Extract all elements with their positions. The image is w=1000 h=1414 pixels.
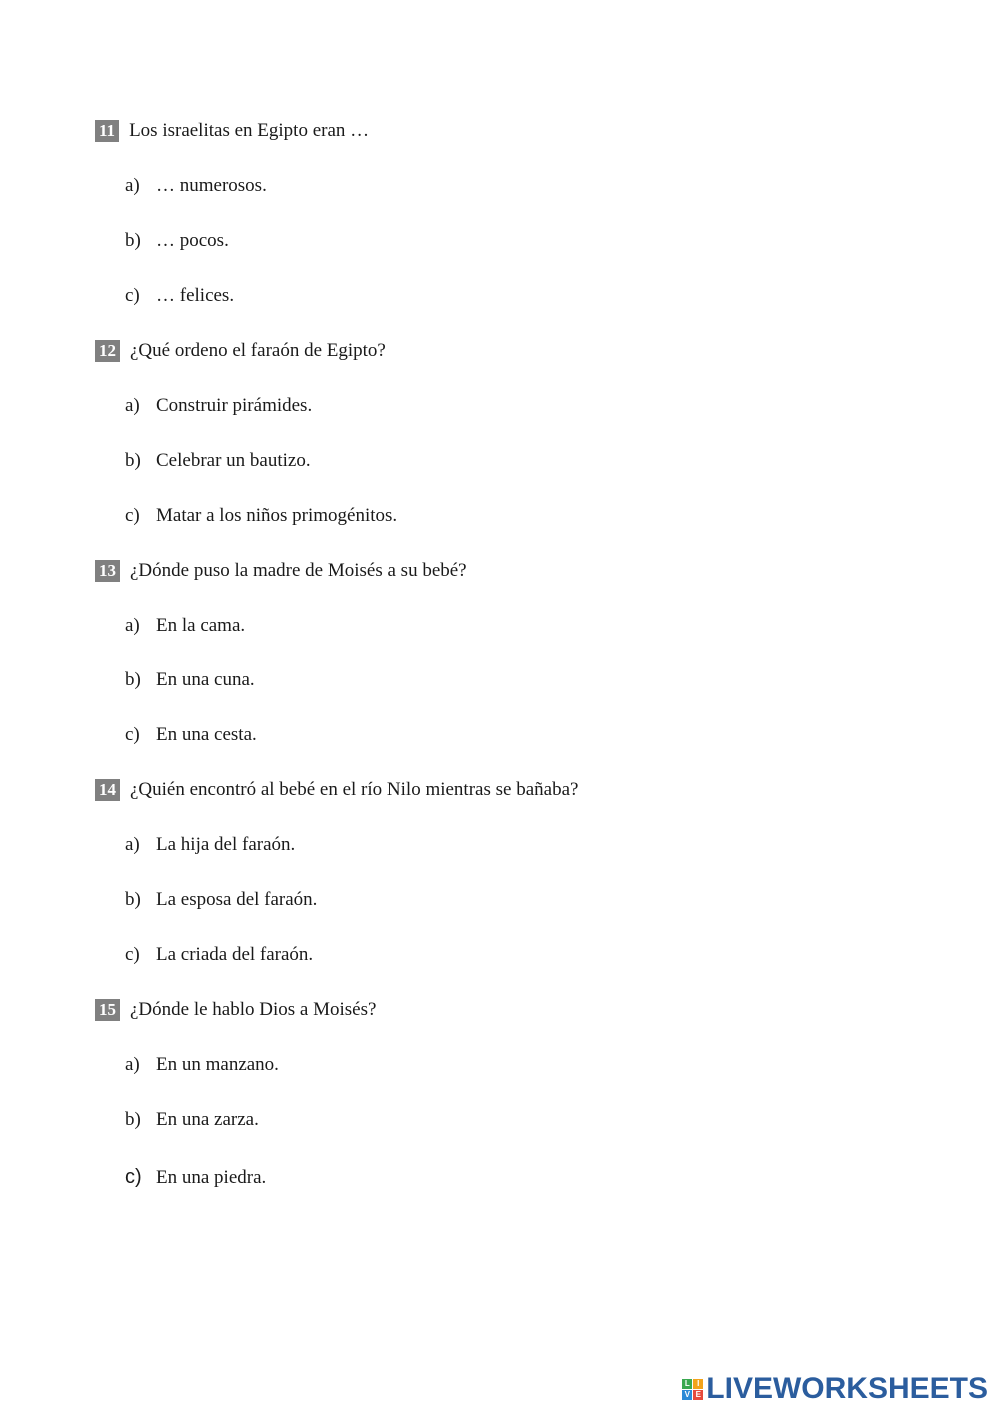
option-11a[interactable]	[125, 175, 267, 197]
option-13c[interactable]	[125, 724, 257, 746]
option-letter: b)	[125, 1109, 141, 1130]
option-14a[interactable]	[125, 834, 295, 856]
option-text: La criada del faraón.	[156, 944, 314, 965]
option-letter: b)	[125, 230, 141, 251]
logo-grid-icon	[682, 1379, 703, 1400]
question-number-badge: 14	[95, 779, 120, 801]
question-text: Los israelitas en Egipto eran …	[129, 120, 370, 141]
question-15	[95, 998, 376, 1022]
option-letter: c)	[125, 505, 140, 526]
option-text: En una zarza.	[156, 1109, 259, 1130]
option-text: En un manzano.	[156, 1054, 279, 1075]
question-text: ¿Dónde le hablo Dios a Moisés?	[130, 999, 377, 1020]
option-12b[interactable]	[125, 450, 311, 472]
option-letter: b)	[125, 450, 141, 471]
option-text: Matar a los niños primogénitos.	[156, 505, 398, 526]
option-text: … felices.	[156, 285, 235, 306]
option-text: En la cama.	[156, 615, 246, 636]
option-15b[interactable]	[125, 1109, 259, 1131]
option-letter: a)	[125, 175, 140, 196]
question-number-badge: 13	[95, 560, 120, 582]
logo-grid-cell: I	[693, 1379, 703, 1389]
option-text: La esposa del faraón.	[156, 889, 318, 910]
option-12c[interactable]	[125, 505, 397, 527]
question-14	[95, 778, 578, 802]
logo-grid-cell: V	[682, 1390, 692, 1400]
question-text: ¿Dónde puso la madre de Moisés a su bebé?	[130, 560, 467, 581]
option-15c[interactable]	[125, 1166, 266, 1189]
option-letter: a)	[125, 615, 140, 636]
option-text: … pocos.	[156, 230, 229, 251]
option-letter: c)	[125, 724, 140, 745]
option-text: Celebrar un bautizo.	[156, 450, 311, 471]
option-13a[interactable]	[125, 615, 245, 637]
option-letter: c)	[125, 1166, 142, 1188]
question-12	[95, 339, 386, 363]
option-11c[interactable]	[125, 285, 234, 307]
question-13	[95, 559, 467, 583]
option-14c[interactable]	[125, 944, 313, 966]
option-14b[interactable]	[125, 889, 317, 911]
liveworksheets-logo[interactable]	[682, 1372, 988, 1406]
question-text: ¿Quién encontró al bebé en el río Nilo mientras se bañaba?	[130, 779, 579, 800]
option-letter: a)	[125, 1054, 140, 1075]
question-number-badge: 15	[95, 999, 120, 1021]
question-text: ¿Qué ordeno el faraón de Egipto?	[130, 340, 386, 361]
option-letter: c)	[125, 285, 140, 306]
option-text: En una cuna.	[156, 669, 255, 690]
question-11	[95, 119, 369, 143]
option-letter: a)	[125, 834, 140, 855]
option-text: La hija del faraón.	[156, 834, 296, 855]
option-text: … numerosos.	[156, 175, 267, 196]
option-letter: a)	[125, 395, 140, 416]
logo-text: LIVEWORKSHEETS	[706, 1372, 988, 1405]
option-13b[interactable]	[125, 669, 255, 691]
option-text: En una cesta.	[156, 724, 257, 745]
option-text: En una piedra.	[156, 1167, 267, 1188]
option-11b[interactable]	[125, 230, 229, 252]
logo-grid-cell: L	[682, 1379, 692, 1389]
logo-grid-cell: E	[693, 1390, 703, 1400]
option-15a[interactable]	[125, 1054, 279, 1076]
question-number-badge: 11	[95, 120, 119, 142]
option-12a[interactable]	[125, 395, 312, 417]
option-text: Construir pirámides.	[156, 395, 313, 416]
option-letter: c)	[125, 944, 140, 965]
question-number-badge: 12	[95, 340, 120, 362]
option-letter: b)	[125, 669, 141, 690]
option-letter: b)	[125, 889, 141, 910]
